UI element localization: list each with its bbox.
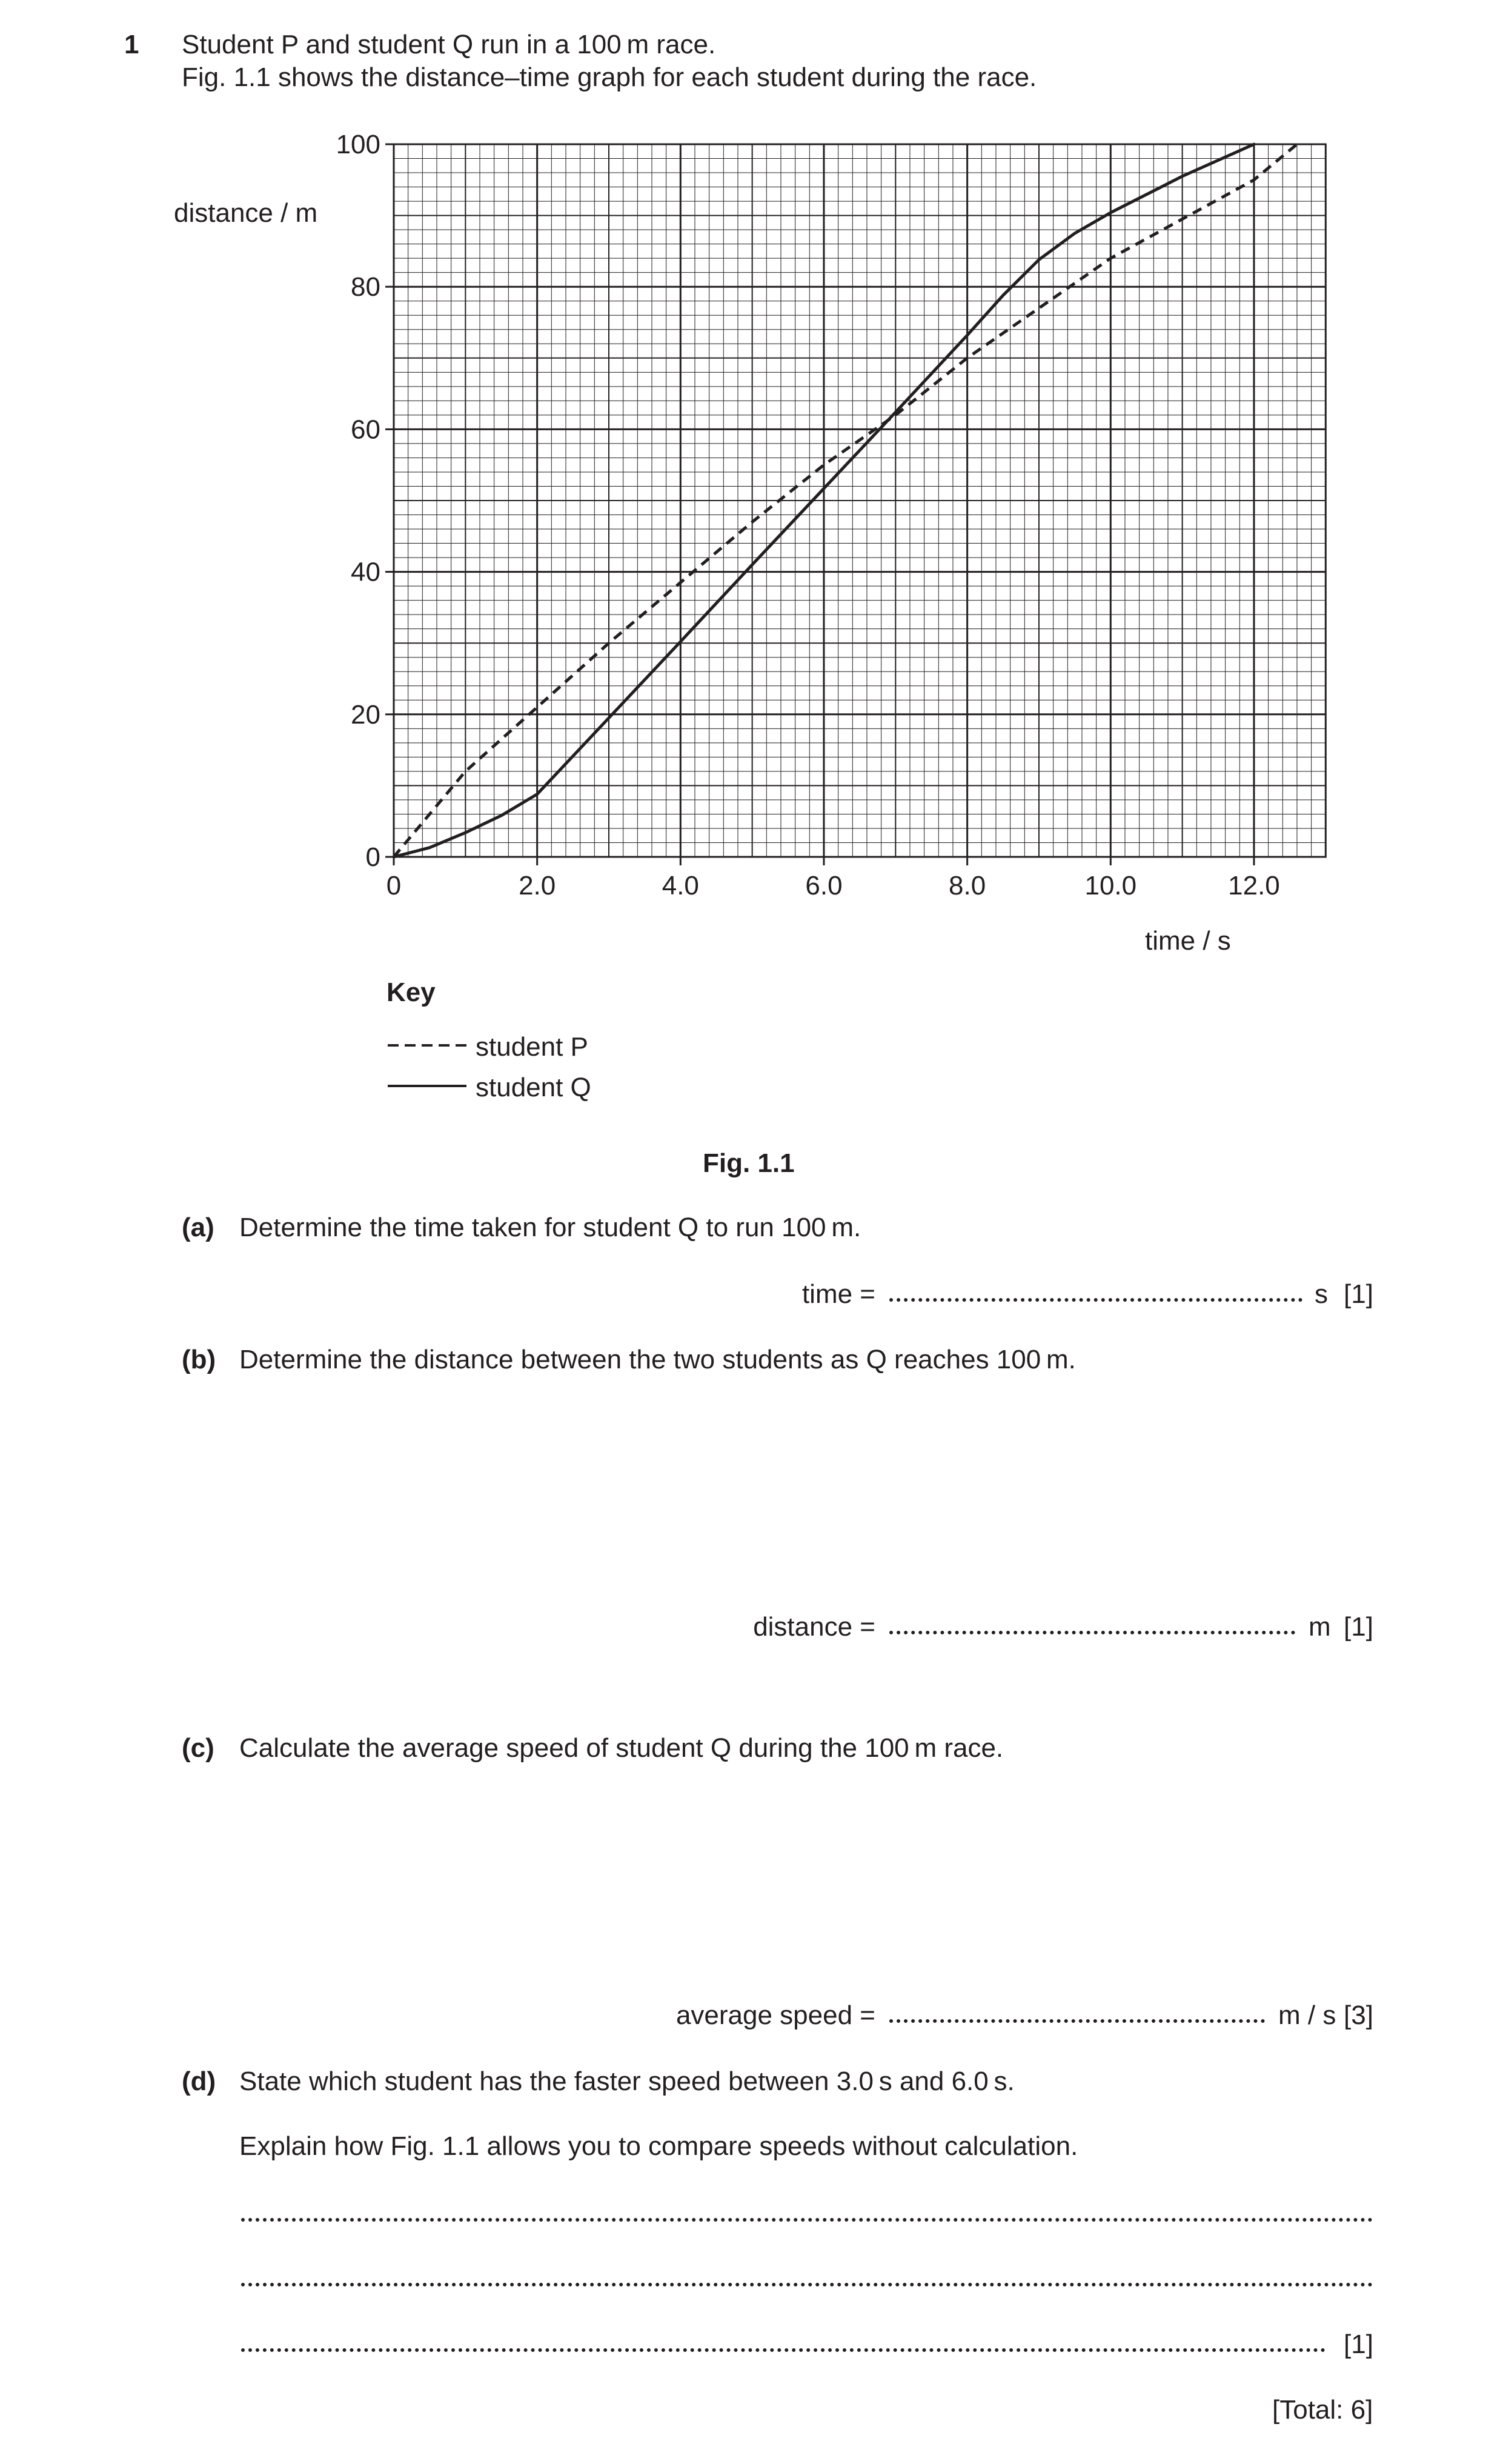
- part-a-marks: [1]: [1344, 1279, 1373, 1309]
- part-a-question: Determine the time taken for student Q to run 100 m.: [239, 1213, 861, 1242]
- part-b-unit: m: [1309, 1612, 1331, 1642]
- part-c-unit: m / s: [1278, 2000, 1336, 2030]
- question-intro-line2: Fig. 1.1 shows the distance–time graph for each student during the race.: [182, 62, 1037, 92]
- total-marks: [Total: 6]: [1272, 2395, 1373, 2425]
- part-a-answer-line[interactable]: [889, 1298, 1302, 1302]
- part-c-question: Calculate the average speed of student Q during the 100 m race.: [239, 1733, 1004, 1763]
- key-label-student-p: student P: [476, 1032, 588, 1062]
- question-intro-line1: Student P and student Q run in a 100 m race.: [182, 30, 716, 59]
- part-d-marks: [1]: [1344, 2329, 1373, 2359]
- x-axis-label: time / s: [1145, 926, 1231, 956]
- x-tick-label: 12.0: [1228, 871, 1280, 901]
- part-d-answer-line-3[interactable]: [241, 2348, 1325, 2352]
- part-d-answer-line-1[interactable]: [241, 2218, 1373, 2222]
- y-tick-label: 0: [365, 842, 380, 872]
- part-c-answer-line[interactable]: [889, 2019, 1265, 2023]
- y-tick-label: 100: [336, 130, 380, 159]
- y-tick-label: 40: [351, 557, 380, 587]
- y-tick-label: 60: [351, 415, 380, 445]
- part-c-marks: [3]: [1344, 2000, 1373, 2030]
- part-c-label: (c): [182, 1733, 214, 1763]
- figure-caption: Fig. 1.1: [703, 1148, 795, 1178]
- part-a-label: (a): [182, 1213, 214, 1242]
- part-d-question-2: Explain how Fig. 1.1 allows you to compare speeds without calculation.: [239, 2131, 1078, 2161]
- question-number: 1: [124, 30, 139, 59]
- part-d-question: State which student has the faster speed between 3.0 s and 6.0 s.: [239, 2066, 1015, 2096]
- key-label-student-q: student Q: [476, 1073, 591, 1102]
- part-b-question: Determine the distance between the two students as Q reaches 100 m.: [239, 1345, 1076, 1374]
- key-dashed-line: [388, 1042, 466, 1048]
- y-tick-label: 20: [351, 699, 380, 730]
- part-d-label: (d): [182, 2066, 216, 2096]
- part-c-answer-label: average speed =: [675, 2000, 875, 2030]
- part-b-answer-line[interactable]: [889, 1631, 1295, 1634]
- part-b-label: (b): [182, 1345, 216, 1374]
- key-solid-line: [388, 1083, 466, 1089]
- distance-time-graph: [0, 0, 1503, 982]
- part-b-marks: [1]: [1344, 1612, 1373, 1642]
- grid-minor: [394, 144, 1325, 857]
- x-tick-label: 2.0: [519, 871, 556, 901]
- key-title: Key: [387, 977, 436, 1007]
- x-tick-label: 0: [386, 871, 402, 901]
- part-b-answer-label: distance =: [753, 1612, 875, 1642]
- part-d-answer-line-2[interactable]: [241, 2283, 1373, 2286]
- x-tick-label: 8.0: [949, 871, 986, 901]
- x-tick-label: 10.0: [1084, 871, 1137, 901]
- x-tick-label: 4.0: [662, 871, 699, 901]
- y-axis-label: distance / m: [174, 198, 318, 228]
- part-a-unit: s: [1315, 1279, 1328, 1309]
- part-a-answer-label: time =: [801, 1279, 875, 1309]
- y-tick-label: 80: [351, 272, 380, 302]
- x-tick-label: 6.0: [805, 871, 843, 901]
